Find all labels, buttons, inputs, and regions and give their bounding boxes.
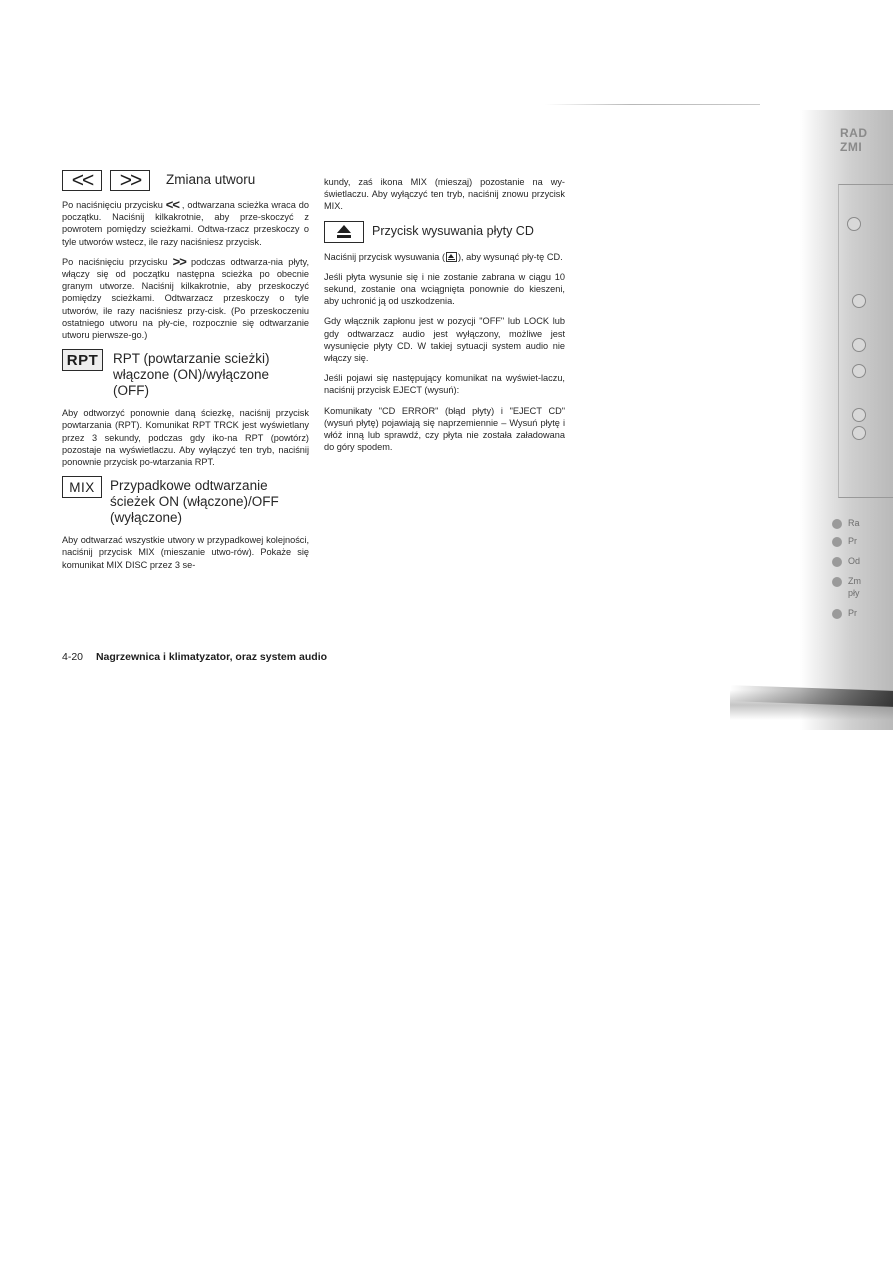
mix-title-line-1: Przypadkowe odtwarzanie [110, 478, 268, 494]
page-footer [62, 651, 327, 663]
rpt-section-title [113, 349, 270, 399]
eject-icon [337, 225, 351, 238]
skip-paragraph-1 [62, 199, 309, 248]
adjacent-list-item [832, 536, 892, 550]
adjacent-item-text: Pr [848, 608, 857, 618]
rpt-title-line-2: włączone (ON)/wyłączone [113, 367, 270, 383]
eject-paragraph-4: Jeśli pojawi się następujący komunikat na wyświet-laczu, naciśnij przycisk EJECT (wysuń): [324, 373, 565, 396]
rpt-paragraph: Aby odtworzyć ponownie daną ściezkę, naciśnij przycisk powtarzania (RPT). Komunikat RPT TRCK jest wyświetlany przez 3 sekundy, podczas gdy iko-na RPT (powtórz) pozostaje na wyświetlaczu. Aby wyłączyć ten tryb, naciśnij ponownie przycisk po-wtarzania RPT. [62, 408, 309, 468]
adjacent-item-text: Od [848, 556, 861, 566]
skip-p1-text-a: Po naciśnięciu przycisku [62, 200, 163, 210]
adjacent-list-item [832, 518, 892, 532]
callout-circle-icon [847, 217, 861, 231]
inline-next-icon: >> [172, 253, 186, 269]
skip-section-title: Zmiana utworu [166, 172, 256, 187]
inline-prev-icon: << [165, 197, 179, 212]
bullet-icon [832, 609, 842, 619]
mix-continued-paragraph: kundy, zaś ikona MIX (mieszaj) pozostanie na wy-świetlaczu. Aby wyłączyć ten tryb, naciśnij znowu przycisk MIX. [324, 177, 565, 212]
page-number: 4-20 [62, 651, 84, 663]
eject-section-header [324, 221, 565, 243]
eject-paragraph-5: Komunikaty "CD ERROR" (błąd płyty) i "EJECT CD" (wysuń płytę) pojawiają się naprzemiennie – Wysuń płytę i włóż inną lub sprawdź, czy płyta nie została załadowana do góry spodem. [324, 405, 565, 453]
prev-track-button: << [62, 170, 102, 191]
callout-circle-icon [852, 426, 866, 440]
right-column [324, 176, 565, 461]
inline-eject-icon [446, 252, 457, 262]
eject-section-title: Przycisk wysuwania płyty CD [372, 223, 534, 238]
adjacent-figure-frame [838, 184, 893, 498]
next-track-button: >> [110, 170, 150, 191]
bullet-icon [832, 537, 842, 547]
skip-paragraph-2 [62, 253, 310, 341]
mix-paragraph: Aby odtwarzać wszystkie utwory w przypadkowej kolejności, naciśnij przycisk MIX (mieszanie utwo-rów). Pokaże się komunikat MIX DISC przez 3 se- [62, 535, 309, 570]
eject-paragraph-2: Jeśli płyta wysunie się i nie zostanie zabrana w ciągu 10 sekund, zostanie ona wciągnięta ponownie do kieszeni, aby uchronić ją od uszkodzenia. [324, 271, 565, 307]
adjacent-title-line-1: RAD [840, 126, 868, 140]
skip-p1-text-b: , odtwarzana scieżka wraca do początku. Naciśnij kilkakrotnie, aby prze-skoczyć z powrotem pomiędzy scieżkami. Odtwa-rzacz przeskoczy o tyle utworów wstecz, ile razy naciśniesz przycisk. [62, 200, 309, 247]
mix-button: MIX [62, 476, 102, 498]
adjacent-item-text: Ra [848, 518, 860, 528]
chapter-title: Nagrzewnica i klimatyzator, oraz system audio [95, 651, 328, 663]
adjacent-item-text: Zm [848, 576, 861, 586]
bullet-icon [832, 577, 842, 587]
rpt-section-header [62, 349, 309, 399]
eject-paragraph-3: Gdy włącznik zapłonu jest w pozycji "OFF" lub LOCK lub gdy odtwarzacz audio jest wyłączony, możliwe jest wysunięcie płyty CD. W takiej sytuacji system audio nie włączy się. [324, 316, 565, 364]
rpt-button: RPT [62, 349, 103, 371]
adjacent-list-item [832, 588, 892, 602]
rpt-title-line-3: (OFF) [113, 383, 149, 399]
adjacent-page-edge [800, 110, 893, 730]
adjacent-page-title [840, 126, 868, 154]
adjacent-list-item [832, 556, 892, 570]
adjacent-item-text: Pr [848, 536, 857, 546]
skip-section-header [62, 170, 309, 191]
bullet-icon [832, 557, 842, 567]
skip-p2-text-a: Po naciśnięciu przycisku [62, 256, 168, 267]
adjacent-item-text: pły [848, 588, 860, 598]
top-rule [545, 104, 760, 105]
eject-paragraph-1 [324, 251, 565, 263]
eject-p1-text-a: Naciśnij przycisk wysuwania ( [324, 251, 445, 262]
left-column [62, 170, 309, 579]
skip-p2-text-b: podczas odtwarza-nia płyty, włączy się od początku następna scieżka po obecnie granym utworze. Naciśnij kilkakrotnie, aby przeskoczyć pomiędzy scieżkami. Odtwarzacz przeskoczy o tyle utworów, ile razy naciśniesz przy-cisk. (Po przeskoczeniu ostatniego utworu na pły-cie, rozpocznie się odtwarzanie utworu pierwsze-go.) [62, 256, 310, 341]
rpt-title-line-1: RPT (powtarzanie scieżki) [113, 351, 270, 367]
adjacent-title-line-2: ZMI [840, 140, 863, 154]
mix-title-line-3: (wyłączone) [110, 510, 183, 526]
mix-section-header [62, 476, 309, 526]
callout-circle-icon [852, 294, 866, 308]
callout-circle-icon [852, 338, 866, 352]
callout-circle-icon [852, 364, 866, 378]
bullet-icon [832, 519, 842, 529]
callout-circle-icon [852, 408, 866, 422]
eject-p1-text-b: ), aby wysunąć pły-tę CD. [458, 251, 563, 262]
mix-section-title [110, 476, 279, 526]
eject-button [324, 221, 364, 243]
adjacent-list-item [832, 608, 892, 622]
mix-title-line-2: ścieżek ON (włączone)/OFF [110, 494, 279, 510]
